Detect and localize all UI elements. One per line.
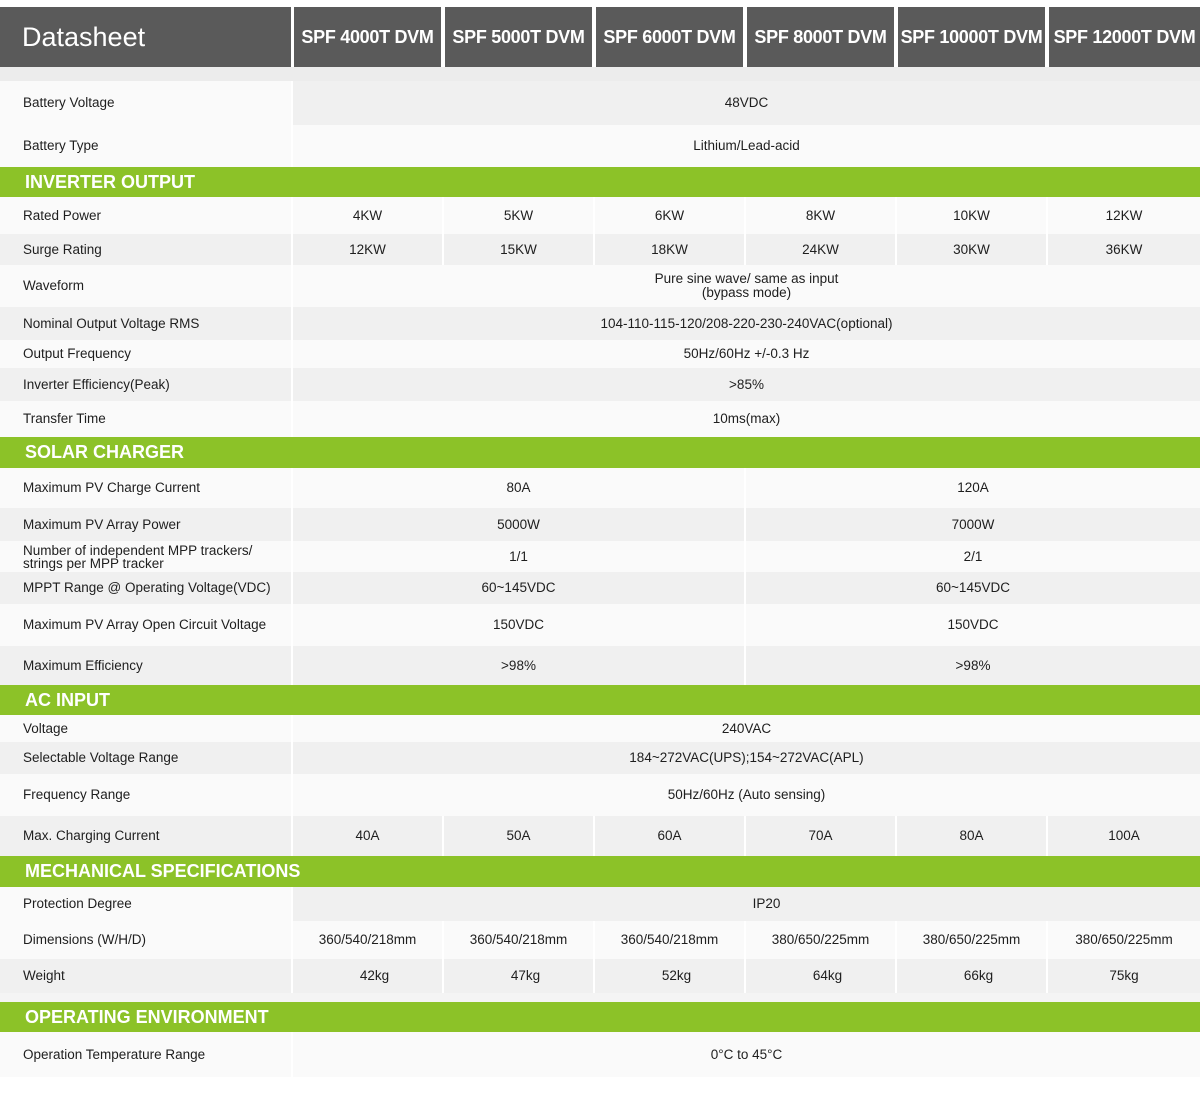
row-value: 6KW (595, 197, 744, 234)
table-row (0, 125, 1200, 167)
table-row (0, 340, 1200, 368)
table-row (0, 921, 1200, 959)
row-value: 50A (444, 816, 593, 856)
row-value: 15KW (444, 234, 593, 265)
waveform-line-1: Pure sine wave/ same as input (654, 271, 839, 286)
table-row (0, 401, 1200, 437)
model-header-6: SPF 12000T DVM (1049, 7, 1200, 67)
waveform-line-2: (bypass mode) (701, 285, 792, 300)
table-row (0, 742, 1200, 774)
row-value: 360/540/218mm (444, 921, 593, 959)
section-solar-charger: SOLAR CHARGER (0, 437, 1200, 468)
row-value: 36KW (1048, 234, 1200, 265)
row-value: Lithium/Lead-acid (293, 125, 1200, 167)
row-label: Inverter Efficiency(Peak) (0, 368, 291, 401)
row-value: 8KW (746, 197, 895, 234)
row-value: 24KW (746, 234, 895, 265)
row-value: 150VDC (746, 604, 1200, 646)
table-row (0, 468, 1200, 508)
row-value: 60~145VDC (746, 572, 1200, 604)
row-label: Voltage (0, 715, 291, 742)
table-row (0, 81, 1200, 125)
table-row (0, 265, 1200, 307)
row-value: 75kg (1048, 959, 1200, 993)
row-value: 10ms(max) (293, 401, 1200, 437)
row-value: 66kg (897, 959, 1046, 993)
row-label: Maximum Efficiency (0, 646, 291, 685)
row-label: Dimensions (W/H/D) (0, 921, 291, 959)
model-header-1: SPF 4000T DVM (294, 7, 441, 67)
row-value: 1/1 (293, 541, 744, 572)
row-value: IP20 (293, 887, 1200, 921)
row-value: 47kg (444, 959, 593, 993)
row-value: 50Hz/60Hz (Auto sensing) (293, 774, 1200, 816)
row-value: 2/1 (746, 541, 1200, 572)
model-header-5: SPF 10000T DVM (898, 7, 1045, 67)
section-operating-environment: OPERATING ENVIRONMENT (0, 1002, 1200, 1032)
row-value: 5KW (444, 197, 593, 234)
table-row (0, 715, 1200, 742)
row-label: Transfer Time (0, 401, 291, 437)
row-value: >98% (293, 646, 744, 685)
table-row (0, 959, 1200, 993)
row-value: 52kg (595, 959, 744, 993)
section-gap (0, 993, 1200, 1002)
row-value: 48VDC (293, 81, 1200, 125)
row-value: 380/650/225mm (746, 921, 895, 959)
row-label: Waveform (0, 265, 291, 307)
row-value: 42kg (293, 959, 442, 993)
model-header-3: SPF 6000T DVM (596, 7, 743, 67)
row-value (293, 265, 1200, 307)
table-row (0, 816, 1200, 856)
page-title: Datasheet (0, 7, 291, 67)
row-label: Maximum PV Array Power (0, 508, 291, 541)
row-value: 0°C to 45°C (293, 1032, 1200, 1077)
table-row (0, 307, 1200, 340)
row-value: 60A (595, 816, 744, 856)
section-ac-input: AC INPUT (0, 685, 1200, 715)
table-row (0, 572, 1200, 604)
mpp-label-line-2: strings per MPP tracker (23, 555, 164, 571)
table-row (0, 646, 1200, 685)
model-header-2: SPF 5000T DVM (445, 7, 592, 67)
row-label: Frequency Range (0, 774, 291, 816)
section-mechanical-specifications: MECHANICAL SPECIFICATIONS (0, 856, 1200, 887)
row-value: 70A (746, 816, 895, 856)
row-label: Output Frequency (0, 340, 291, 368)
row-value: 5000W (293, 508, 744, 541)
row-label: Weight (0, 959, 291, 993)
row-value: 380/650/225mm (897, 921, 1046, 959)
row-value: 104-110-115-120/208-220-230-240VAC(optional) (293, 307, 1200, 340)
table-row (0, 197, 1200, 234)
row-value: 18KW (595, 234, 744, 265)
row-value: 30KW (897, 234, 1046, 265)
row-value: 12KW (1048, 197, 1200, 234)
row-value: >85% (293, 368, 1200, 401)
header-divider (0, 67, 1200, 81)
row-value: 120A (746, 468, 1200, 508)
row-value: 360/540/218mm (293, 921, 442, 959)
row-value: 12KW (293, 234, 442, 265)
mpp-label-line-1: Number of independent MPP trackers/ (23, 542, 253, 558)
row-value: 60~145VDC (293, 572, 744, 604)
row-value: 50Hz/60Hz +/-0.3 Hz (293, 340, 1200, 368)
row-value: 184~272VAC(UPS);154~272VAC(APL) (293, 742, 1200, 774)
table-row (0, 604, 1200, 646)
row-value: 100A (1048, 816, 1200, 856)
row-value: 80A (293, 468, 744, 508)
row-label: Battery Type (0, 125, 291, 167)
row-label: Maximum PV Charge Current (0, 468, 291, 508)
table-row (0, 368, 1200, 401)
row-value: 360/540/218mm (595, 921, 744, 959)
table-row (0, 508, 1200, 541)
row-label: Surge Rating (0, 234, 291, 265)
row-label: Operation Temperature Range (0, 1032, 291, 1077)
row-label: Battery Voltage (0, 81, 291, 125)
row-value: 7000W (746, 508, 1200, 541)
model-header-4: SPF 8000T DVM (747, 7, 894, 67)
table-row (0, 1032, 1200, 1077)
row-label (0, 541, 291, 572)
row-label: Selectable Voltage Range (0, 742, 291, 774)
table-row (0, 234, 1200, 265)
row-value: 80A (897, 816, 1046, 856)
row-value: 10KW (897, 197, 1046, 234)
row-label: Maximum PV Array Open Circuit Voltage (0, 604, 291, 646)
row-value: >98% (746, 646, 1200, 685)
table-row (0, 774, 1200, 816)
table-row (0, 541, 1200, 572)
row-label: Max. Charging Current (0, 816, 291, 856)
row-value: 64kg (746, 959, 895, 993)
row-value: 40A (293, 816, 442, 856)
row-value: 380/650/225mm (1048, 921, 1200, 959)
row-value: 150VDC (293, 604, 744, 646)
row-label: Nominal Output Voltage RMS (0, 307, 291, 340)
row-label: MPPT Range @ Operating Voltage(VDC) (0, 572, 291, 604)
section-inverter-output: INVERTER OUTPUT (0, 167, 1200, 197)
row-label: Protection Degree (0, 887, 291, 921)
row-value: 4KW (293, 197, 442, 234)
row-value: 240VAC (293, 715, 1200, 742)
row-label: Rated Power (0, 197, 291, 234)
table-row (0, 887, 1200, 921)
